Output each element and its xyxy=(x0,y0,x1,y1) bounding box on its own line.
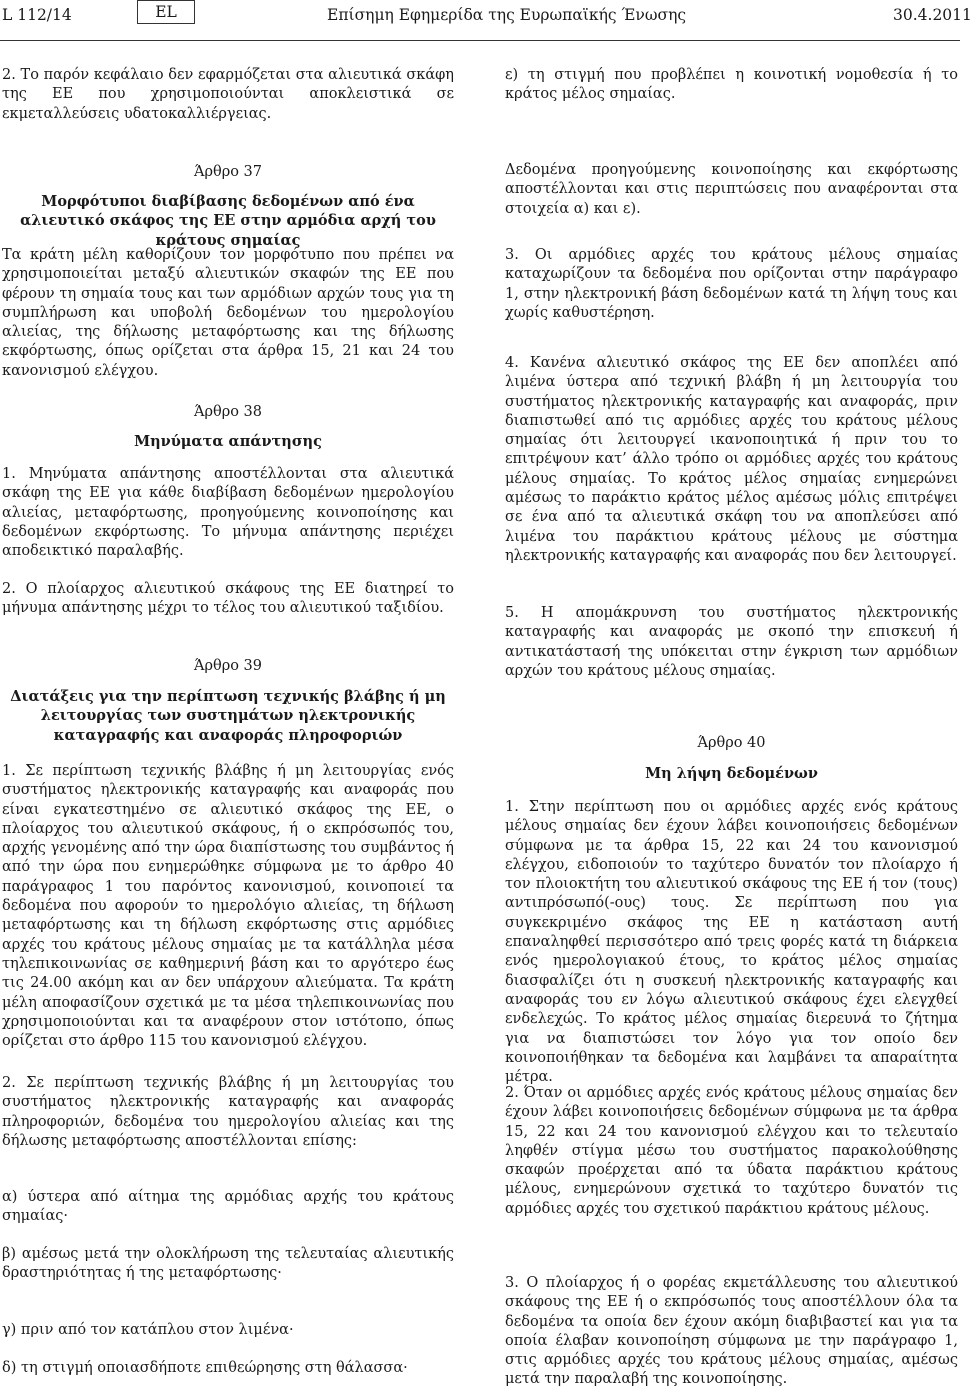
list-item-b: β) αμέσως μετά την ολοκλήρωση της τελευταίας αλιευτικής δραστηριότητας ή της μεταφόρτωσης· xyxy=(2,1246,454,1282)
article-40-paragraph-3: 3. Ο πλοίαρχος ή ο φορέας εκμετάλλευσης του αλιευτικού σκάφους της ΕΕ ή ο εκπρόσωπός τους αποστέλλουν όλα τα δεδομένα τα οποία δεν έχουν ακόμη διαβιβαστεί και για τα οποία έλαβαν κοινοποίηση σύμφωνα με την παράγραφο 1, στις αρμόδιες αρχές του κράτους μέλους σημαίας, αμέσως μετά την παραλαβή της κοινοποίησης. xyxy=(505,1275,958,1388)
paragraph-3: 3. Οι αρμόδιες αρχές του κράτους μέλους σημαίας καταχωρίζουν τα δεδομένα που ορίζονται στην παράγραφο 1, στην ηλεκτρονική βάση δεδομένων κατά τη λήψη τους και χωρίς καθυστέρηση. xyxy=(505,247,958,321)
paragraph-2-chapter-scope: 2. Το παρόν κεφάλαιο δεν εφαρμόζεται στα αλιευτικά σκάφη της ΕΕ που χρησιμοποιούνται αποκλειστικά σε εκμεταλλεύσεις υδατοκαλλιέργειας. xyxy=(2,67,454,122)
journal-header xyxy=(0,0,972,41)
journal-title: Επίσημη Εφημερίδα της Ευρωπαϊκής Ένωσης xyxy=(327,6,687,24)
article-38-heading: Άρθρο 38 xyxy=(193,404,263,420)
list-item-c: γ) πριν από τον κατάπλου στον λιμένα· xyxy=(2,1322,294,1338)
issue-date: 30.4.2011 xyxy=(893,6,972,24)
article-38-title: Μηνύματα απάντησης xyxy=(134,433,322,450)
article-40-title: Μη λήψη δεδομένων xyxy=(645,765,818,782)
language-code-box: EL xyxy=(137,0,195,24)
article-39-heading: Άρθρο 39 xyxy=(193,658,263,674)
article-39-paragraph-2: 2. Σε περίπτωση τεχνικής βλάβης ή μη λειτουργίας του συστήματος ηλεκτρονικής καταγραφής και αναφοράς πληροφοριών, δεδομένα του ημερολογίου αλιείας και της δήλωσης μεταφόρτωσης αποστέλλονται επίσης: xyxy=(2,1075,454,1149)
article-40-paragraph-2: 2. Όταν οι αρμόδιες αρχές ενός κράτους μέλους σημαίας δεν έχουν λάβει κοινοποιήσεις δεδομένων σύμφωνα με τα άρθρα 15, 22 και 24 του κανονισμού ελέγχου και το τελευταίο ληφθέν στίγμα μέσω του συστήματος παρακολούθησης σκαφών προέρχεται από τα ύδατα παράκτιου κράτους μέλους, ενημερώνουν σχετικά το ταχύτερο δυνατόν τις αρμόδιες αρχές του σχετικού παράκτιου κράτους μέλους. xyxy=(505,1085,958,1217)
list-item-e: ε) τη στιγμή που προβλέπει η κοινοτική νομοθεσία ή το κράτος μέλος σημαίας. xyxy=(505,67,958,103)
article-37-text: Τα κράτη μέλη καθορίζουν τον μορφότυπο που πρέπει να χρησιμοποιείται μεταξύ αλιευτικών σκαφών της ΕΕ που φέρουν τη σημαία τους και των αρμόδιων αρχών τους για τη συμπλήρωση και υποβολή δεδομένων του ημερολογίου αλιείας, της δήλωσης μεταφόρτωσης και της δήλωσης εκφόρτωσης, όπως ορίζεται στα άρθρα 15, 21 και 24 του κανονισμού ελέγχου. xyxy=(2,247,454,379)
article-37-title: Μορφότυποι διαβίβασης δεδομένων από ένα αλιευτικό σκάφος της ΕΕ στην αρμόδια αρχή του κράτους σημαίας xyxy=(20,193,436,249)
article-37-heading: Άρθρο 37 xyxy=(193,164,263,180)
article-38-paragraph-2: 2. Ο πλοίαρχος αλιευτικού σκάφους της ΕΕ διατηρεί το μήνυμα απάντησης μέχρι το τέλος του αλιευτικού ταξιδίου. xyxy=(2,581,454,617)
list-item-a: α) ύστερα από αίτημα της αρμόδιας αρχής του κράτους σημαίας· xyxy=(2,1189,454,1225)
page-reference: L 112/14 xyxy=(2,6,72,24)
article-38-paragraph-1: 1. Μηνύματα απάντησης αποστέλλονται στα αλιευτικά σκάφη της ΕΕ για κάθε διαβίβαση δεδομένων ημερολογίου αλιείας, μεταφόρτωσης, προηγούμενης κοινοποίησης και δεδομένων εκφόρτωσης. Το μήνυμα απάντησης περιέχει αποδεικτικό παραλαβής. xyxy=(2,466,454,560)
article-40-paragraph-1: 1. Στην περίπτωση που οι αρμόδιες αρχές ενός κράτους μέλους σημαίας δεν έχουν λάβει κοινοποιήσεις δεδομένων σύμφωνα με τα άρθρα 15, 22 και 24 του κανονισμού ελέγχου, ειδοποιούν το ταχύτερο δυνατόν τον πλοίαρχο ή τον πλοιοκτήτη του αλιευτικού σκάφους της ΕΕ ή τον (τους) αντιπρόσωπό(-ους) τους. Σε περίπτωση που για συγκεκριμένο σκάφος της ΕΕ η κατάσταση αυτή επαναληφθεί περισσότερο από τρεις φορές κατά τη διάρκεια ενός ημερολογιακού έτους, το κράτος μέλος σημαίας διασφαλίζει ότι η συσκευή ηλεκτρονικής καταγραφής και αναφοράς του εν λόγω αλιευτικού σκάφους έχει ελεγχθεί ενδελεχώς. Το κράτος μέλος σημαίας διερευνά το ζήτημα για να διαπιστώσει τον λόγο για τον οποίο δεν κοινοποιήθηκαν τα δεδομένα και λαμβάνει τα απαραίτητα μέτρα. xyxy=(505,799,958,1086)
list-item-d: δ) τη στιγμή οποιασδήποτε επιθεώρησης στη θάλασσα· xyxy=(2,1360,408,1376)
article-39-title: Διατάξεις για την περίπτωση τεχνικής βλάβης ή μη λειτουργίας των συστημάτων ηλεκτρονικής καταγραφής και αναφοράς πληροφοριών xyxy=(10,688,446,744)
prior-notification-paragraph: Δεδομένα προηγούμενης κοινοποίησης και εκφόρτωσης αποστέλλονται και στις περιπτώσεις που αναφέρονται στα στοιχεία α) και ε). xyxy=(505,162,958,217)
paragraph-4: 4. Κανένα αλιευτικό σκάφος της ΕΕ δεν αποπλέει από λιμένα ύστερα από τεχνική βλάβη ή μη λειτουργία του συστήματος ηλεκτρονικής καταγραφής και αναφοράς, πριν διαπιστωθεί από τις αρμόδιες αρχές του κράτους μέλους σημαίας ότι λειτουργεί ικανοποιητικά ή πριν του το επιτρέψουν κατ’ άλλο τρόπο οι αρμόδιες αρχές του κράτους μέλους σημαίας. Το κράτος μέλος σημαίας ενημερώνει αμέσως το παράκτιο κράτος μέλος αμέσως μόλις επιτρέψει σε ένα από τα αλιευτικά σκάφη του να αποπλεύσει από λιμένα του παράκτιου κράτους μέλους με σύστημα ηλεκτρονικής καταγραφής και αναφοράς που δεν λειτουργεί. xyxy=(505,355,958,564)
article-40-heading: Άρθρο 40 xyxy=(697,735,766,751)
article-39-paragraph-1: 1. Σε περίπτωση τεχνικής βλάβης ή μη λειτουργίας ενός συστήματος ηλεκτρονικής καταγραφής και αναφοράς που είναι εγκατεστημένο σε αλιευτικό σκάφος της ΕΕ, ο πλοίαρχος του αλιευτικού σκάφους, ή ο εκπρόσωπός του, αρχής γενομένης από την ώρα διαπίστωσης του συμβάντος ή από την ώρα που ενημερώθηκε σύμφωνα με το άρθρο 40 παράγραφος 1 του παρόντος κανονισμού, κοινοποιεί τα δεδομένα που αφορούν το ημερολόγιο αλιείας, τη δήλωση μεταφόρτωσης και τη δήλωση εκφόρτωσης στις αρμόδιες αρχές του κράτους μέλους σημαίας με τα κατάλληλα μέσα τηλεπικοινωνίας σε καθημερινή βάση και το αργότερο έως τις 24.00 ακόμη και αν δεν υπάρχουν αλιεύματα. Τα κράτη μέλη αποφασίζουν σχετικά με τα μέσα τηλεπικοινωνίας που χρησιμοποιούνται και τα αναφέρουν στον ιστότοπο, όπως ορίζεται στο άρθρο 115 του κανονισμού ελέγχου. xyxy=(2,763,454,1050)
paragraph-5: 5. Η απομάκρυνση του συστήματος ηλεκτρονικής καταγραφής και αναφοράς με σκοπό την επισκευή ή αντικατάστασή της υπόκειται στην έγκριση των αρμόδιων αρχών του κράτους μέλους σημαίας. xyxy=(505,605,958,679)
